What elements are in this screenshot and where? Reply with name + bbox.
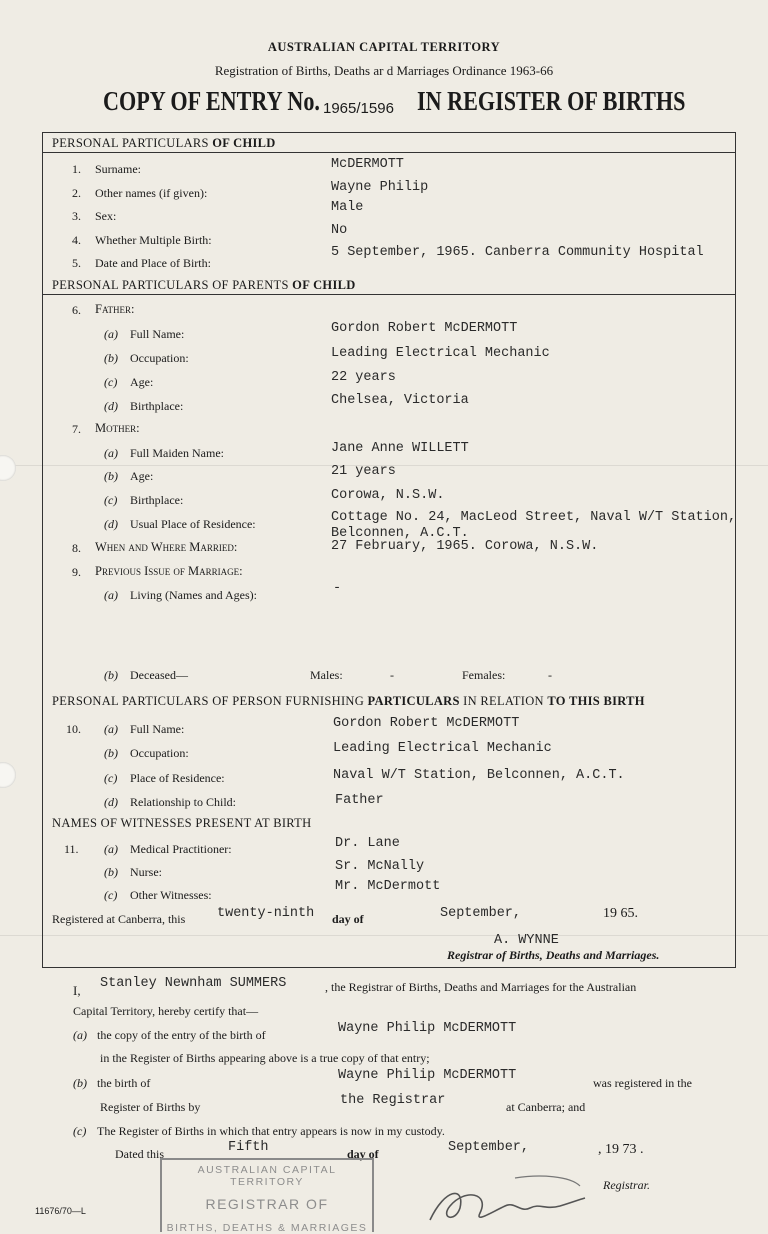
registrar-a-wynne: A. WYNNE (494, 933, 559, 948)
issue-label: Previous Issue of Marriage: (95, 564, 243, 578)
mother-age-value: 21 years (331, 464, 396, 479)
cert-b-at: at Canberra; and (506, 1100, 586, 1114)
cert-a-line2: in the Register of Births appearing above is a true copy of that entry; (100, 1051, 430, 1065)
field-num: 3. (72, 209, 81, 223)
issue-num: 9. (72, 565, 81, 579)
registrar-signature-icon (420, 1168, 600, 1228)
parents-heading (52, 278, 356, 293)
informant-relationship-label: Relationship to Child: (130, 795, 237, 809)
informant-heading-plain2: IN RELATION (459, 694, 548, 708)
father-age-label: Age: (130, 375, 154, 389)
living-label: Living (Names and Ages): (130, 588, 257, 602)
parents-heading-plain: PERSONAL PARTICULARS OF PARENTS (52, 278, 293, 292)
informant-letter: (d) (104, 795, 118, 809)
father-name-value: Gordon Robert McDERMOTT (331, 321, 518, 336)
registered-day-of: day of (332, 912, 364, 926)
witness-letter: (a) (104, 842, 118, 856)
mother-letter: (a) (104, 446, 118, 460)
mother-name-label: Full Maiden Name: (130, 446, 224, 460)
cert-b-letter: (b) (73, 1076, 87, 1090)
cert-line1-rest: , the Registrar of Births, Deaths and Marriages for the Australian (325, 980, 637, 994)
cert-a-letter: (a) (73, 1028, 87, 1042)
father-letter: (c) (104, 375, 118, 389)
married-label: When and Where Married: (95, 540, 238, 554)
surname-value: McDERMOTT (331, 157, 404, 172)
father-age-value: 22 years (331, 370, 396, 385)
nurse-value: Sr. McNally (335, 859, 425, 874)
child-heading-rule (42, 152, 735, 153)
father-letter: (d) (104, 399, 118, 413)
father-birthplace-value: Chelsea, Victoria (331, 393, 469, 408)
registrar-a-wynne-title: Registrar of Births, Deaths and Marriages. (447, 948, 660, 962)
medical-practitioner-label: Medical Practitioner: (130, 842, 232, 856)
stamp-line3: BIRTHS, DEATHS & MARRIAGES (166, 1222, 368, 1234)
females-value: - (548, 668, 552, 682)
informant-heading-plain: PERSONAL PARTICULARS OF PERSON FURNISHING (52, 694, 368, 708)
father-birthplace-label: Birthplace: (130, 399, 184, 413)
cert-c-letter: (c) (73, 1124, 87, 1138)
deceased-letter: (b) (104, 668, 118, 682)
informant-name-label: Full Name: (130, 722, 185, 736)
married-num: 8. (72, 541, 81, 555)
registered-month: September, (440, 906, 522, 921)
child-heading-bold: OF CHILD (212, 136, 276, 150)
field-num: 4. (72, 233, 81, 247)
informant-letter: (b) (104, 746, 118, 760)
other-witnesses-label: Other Witnesses: (130, 888, 212, 902)
dated-month: September, (448, 1140, 530, 1155)
stamp-line2: REGISTRAR OF (205, 1196, 329, 1212)
father-num: 6. (72, 303, 81, 317)
registered-day: twenty-ninth (217, 906, 315, 921)
title-right: IN REGISTER OF BIRTHS (417, 86, 686, 116)
cert-b-rest: was registered in the (593, 1076, 692, 1090)
other-names-label: Other names (if given): (95, 186, 208, 200)
punch-hole (0, 762, 16, 788)
mother-num: 7. (72, 422, 81, 436)
cert-registrar-name: Stanley Newnham SUMMERS (100, 976, 287, 991)
informant-name-value: Gordon Robert McDERMOTT (333, 716, 520, 731)
dated-year: , 19 73 . (598, 1142, 644, 1157)
cert-line2: Capital Territory, hereby certify that— (73, 1004, 259, 1018)
dated-label: Dated this (115, 1147, 164, 1161)
birth-date-place-label: Date and Place of Birth: (95, 256, 211, 270)
informant-letter: (c) (104, 771, 118, 785)
father-occupation-label: Occupation: (130, 351, 189, 365)
ordinance-line: Registration of Births, Deaths ar d Marriages Ordinance 1963-66 (214, 63, 554, 78)
entry-box-inner-rule (42, 132, 43, 152)
other-names-value: Wayne Philip (331, 180, 429, 195)
living-letter: (a) (104, 588, 118, 602)
multiple-birth-label: Whether Multiple Birth: (95, 233, 212, 247)
informant-occupation-value: Leading Electrical Mechanic (333, 741, 552, 756)
multiple-birth-value: No (331, 223, 348, 238)
deceased-label: Deceased— (130, 668, 188, 682)
registered-year: 19 65. (603, 906, 638, 921)
registered-prefix: Registered at Canberra, this (52, 912, 186, 926)
informant-residence-value: Naval W/T Station, Belconnen, A.C.T. (333, 768, 625, 783)
child-heading-plain: PERSONAL PARTICULARS (52, 136, 213, 150)
birth-date-place-value: 5 September, 1965. Canberra Community Hospital (331, 245, 704, 260)
cert-i: I, (73, 983, 81, 998)
father-letter: (b) (104, 351, 118, 365)
cert-a-name: Wayne Philip McDERMOTT (338, 1021, 517, 1036)
mother-age-label: Age: (130, 469, 154, 483)
mother-letter: (b) (104, 469, 118, 483)
informant-heading-bold1: PARTICULARS (367, 694, 460, 708)
witnesses-heading: NAMES OF WITNESSES PRESENT AT BIRTH (52, 816, 312, 830)
father-letter: (a) (104, 327, 118, 341)
mother-label: Mother: (95, 421, 140, 435)
males-value: - (390, 668, 394, 682)
informant-occupation-label: Occupation: (130, 746, 189, 760)
father-name-label: Full Name: (130, 327, 185, 341)
stamp-line1: AUSTRALIAN CAPITAL TERRITORY (197, 1164, 337, 1188)
punch-hole (0, 455, 16, 481)
medical-practitioner-value: Dr. Lane (335, 836, 400, 851)
mother-letter: (d) (104, 517, 118, 531)
witness-letter: (c) (104, 888, 118, 902)
registrar-stamp (160, 1158, 374, 1232)
territory-heading: AUSTRALIAN CAPITAL TERRITORY (267, 40, 501, 54)
father-occupation-value: Leading Electrical Mechanic (331, 346, 550, 361)
cert-a-text: the copy of the entry of the birth of (97, 1028, 266, 1042)
sex-label: Sex: (95, 209, 117, 223)
cert-b-name: Wayne Philip McDERMOTT (338, 1068, 517, 1083)
other-witnesses-value: Mr. McDermott (335, 879, 441, 894)
mother-residence-label: Usual Place of Residence: (130, 517, 256, 531)
mother-birthplace-value: Corowa, N.S.W. (331, 488, 445, 503)
registrar-label: Registrar. (603, 1178, 651, 1192)
entry-number: 1965/1596 (323, 100, 394, 117)
title-left: COPY OF ENTRY No. (103, 86, 320, 116)
informant-heading (52, 694, 645, 709)
married-value: 27 February, 1965. Corowa, N.S.W. (331, 539, 599, 554)
informant-residence-label: Place of Residence: (130, 771, 225, 785)
cert-b-text: the birth of (97, 1076, 151, 1090)
mother-letter: (c) (104, 493, 118, 507)
surname-label: Surname: (95, 162, 141, 176)
cert-b-line2: Register of Births by (100, 1100, 201, 1114)
informant-letter: (a) (104, 722, 118, 736)
males-label: Males: (310, 668, 343, 682)
witness-letter: (b) (104, 865, 118, 879)
informant-heading-bold2: TO THIS BIRTH (547, 694, 645, 708)
nurse-label: Nurse: (130, 865, 162, 879)
document-title (103, 86, 320, 117)
field-num: 2. (72, 186, 81, 200)
mother-name-value: Jane Anne WILLETT (331, 441, 469, 456)
cert-c-text: The Register of Births in which that entry appears is now in my custody. (97, 1124, 445, 1138)
cert-b-by: the Registrar (340, 1093, 446, 1108)
living-value: - (333, 581, 342, 596)
dated-day-of: day of (347, 1147, 379, 1161)
mother-residence-value: Cottage No. 24, MacLeod Street, Naval W/T Station, (331, 510, 737, 525)
parents-heading-bold: OF CHILD (292, 278, 356, 292)
form-code: 11676/70—L (35, 1206, 86, 1216)
witnesses-num: 11. (64, 842, 79, 856)
parents-heading-rule (42, 294, 735, 295)
informant-relationship-value: Father (335, 793, 384, 808)
informant-num: 10. (66, 722, 81, 736)
father-label: Father: (95, 302, 135, 316)
field-num: 5. (72, 256, 81, 270)
child-heading (52, 136, 276, 151)
mother-residence-value-line2: Belconnen, A.C.T. (331, 526, 469, 541)
mother-birthplace-label: Birthplace: (130, 493, 184, 507)
sex-value: Male (331, 200, 364, 215)
females-label: Females: (462, 668, 506, 682)
dated-day: Fifth (228, 1140, 269, 1155)
field-num: 1. (72, 162, 81, 176)
